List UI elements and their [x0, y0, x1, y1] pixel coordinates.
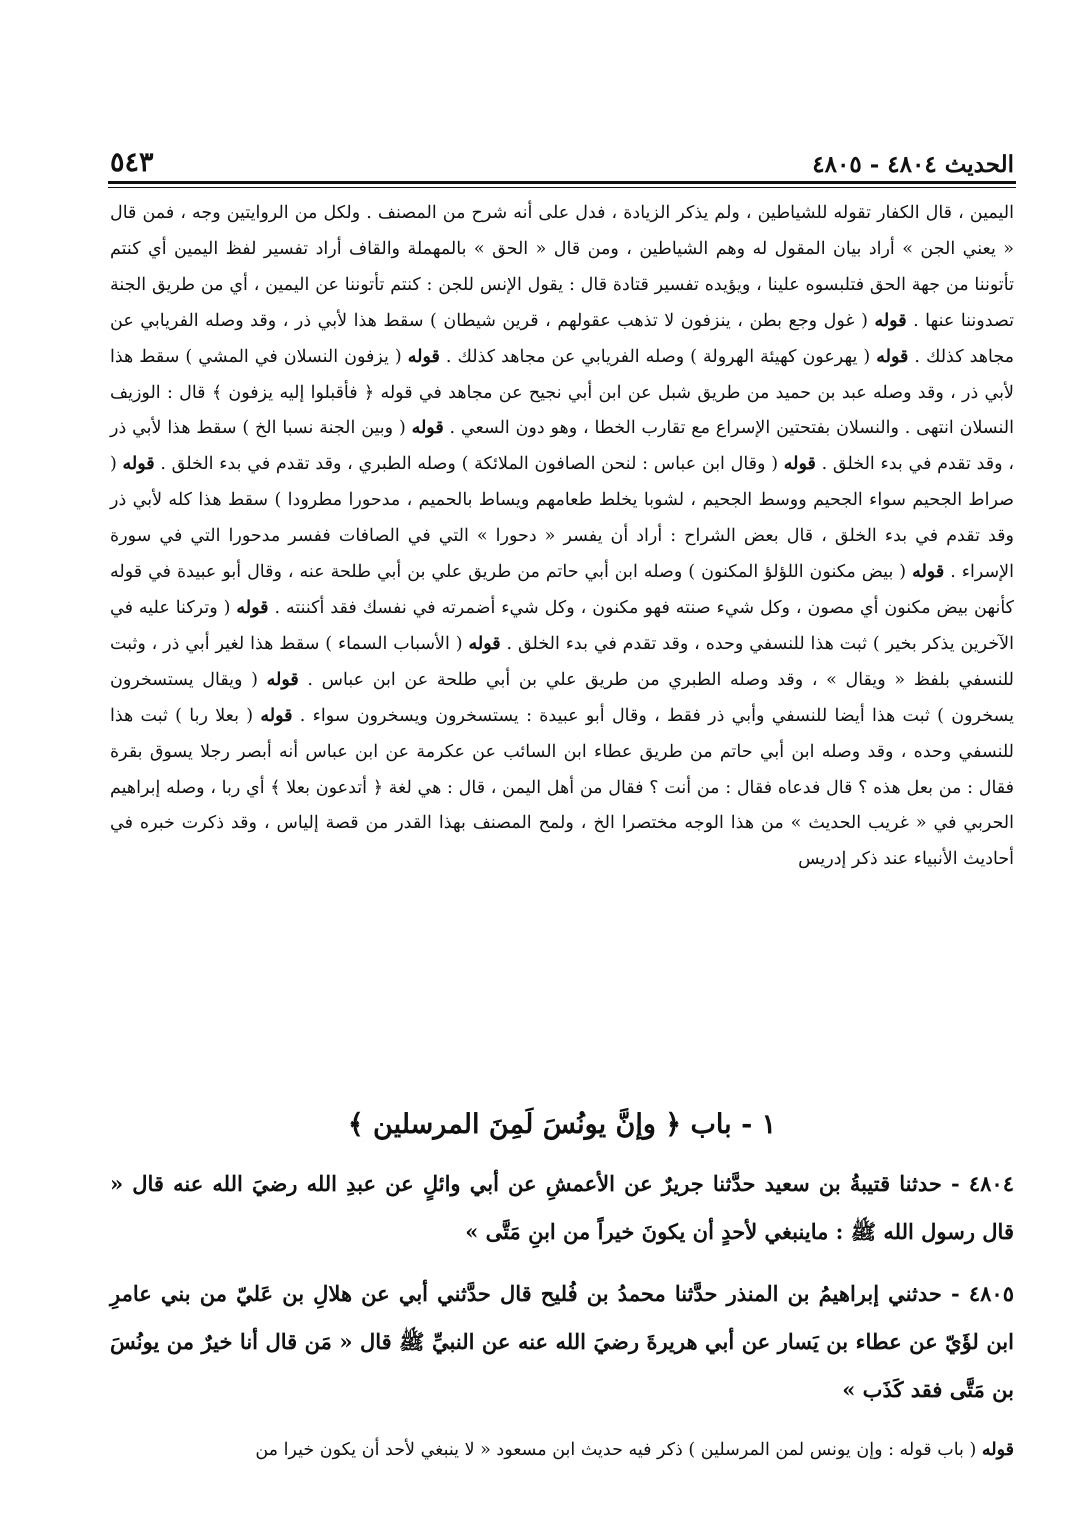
qawluhu-marker: قوله [411, 418, 444, 439]
hadith-number: ٤٨٠٥ - [951, 1281, 1014, 1306]
hadith-body: حدثني إبراهيمُ بن المنذر حدَّثنا محمدُ بن فُليح قال حدَّثني أبي عن هلالِ بن عَليّ من بني عامرِ ابن لؤَيّ عن عطاء بن يَسار عن أبي هريرةَ رضيَ الله عنه عن النبيِّ ﷺ قال « مَن قال أنا خيرٌ من يونُسَ بن مَتَّى فقد كَذَب » [110, 1281, 1014, 1402]
qawluhu-marker: قوله [874, 310, 907, 331]
qawluhu-marker: قوله [266, 669, 299, 690]
qawluhu-marker: قوله [783, 454, 816, 475]
page-header [110, 138, 1014, 178]
commentary-part: ( بعلا ربا ) ثبت هذا للنسفي وحده ، وقد وصله ابن أبي حاتم من طريق عطاء ابن السائب عن عكرمة عن ابن عباس أنه أبصر رجلا يسوق بقرة فقال : من بعل هذه ؟ قال فدعاه فقال : من أنت ؟ فقال من أهل اليمن ، قال : هي لغة ﴿ أتدعون بعلا ﴾ أي ربا ، وصله إبراهيم الحربي في « غريب الحديث » من هذا الوجه مختصرا الخ ، ولمح المصنف بهذا القدر من قصة إلياس ، وقد ذكرت خبره في أحاديث الأنبياء عند ذكر إدريس [110, 705, 1014, 870]
final-commentary [110, 1432, 1014, 1468]
commentary-paragraph [110, 196, 1014, 878]
commentary-part: ( يزفون النسلان في المشي ) سقط هذا لأبي ذر ، وقد وصله عبد بن حميد من طريق شبل عن ابن أبي نجيح عن مجاهد في قوله ﴿ فأقبلوا إليه يزفون ﴾ قال : الوزيف النسلان انتهى . والنسلان بفتحتين الإسراع مع تقارب الخطا ، وهو دون السعي . [110, 346, 1014, 439]
commentary-part: ( ويقال يستسخرون يسخرون ) ثبت هذا أيضا للنسفي وأبي ذر فقط ، وقال أبو عبيدة : يستسخرون ويسخرون سواء . [110, 669, 1014, 726]
commentary-part: ( يهرعون كهيئة الهرولة ) وصله الفريابي عن مجاهد كذلك . [445, 346, 877, 367]
qawluhu-marker: قوله [407, 346, 440, 367]
qawluhu-marker: قوله [912, 562, 945, 583]
commentary-part: ( غول وجع بطن ، ينزفون لا تذهب عقولهم ، قرين شيطان ) سقط هذا لأبي ذر ، وقد وصله الفريابي عن مجاهد كذلك . [110, 310, 1014, 367]
header-rule-thin [108, 187, 1016, 188]
commentary-part: ( بيض مكنون اللؤلؤ المكنون ) وصله ابن أبي حاتم من طريق علي بن أبي طلحة عنه ، وقال أبو عبيدة في قوله كأنهن بيض مكنون أي مصون ، وكل شيء صنته فهو مكنون ، وكل شيء أضمرته في نفسك فقد أكننته . [110, 562, 1014, 618]
qawluhu-marker: قوله [468, 633, 501, 654]
header-rule [108, 181, 1016, 184]
qawluhu-marker: قوله [236, 597, 269, 618]
qawluhu-marker: قوله [260, 705, 293, 726]
commentary-block [110, 196, 1014, 878]
hadith-text [110, 1270, 1014, 1414]
commentary-part: ( وتركنا عليه في الآخرين يذكر بخير ) ثبت هذا للنسفي وحده ، وقد تقدم في بدء الخلق . [110, 597, 1014, 654]
commentary-part: ( الأسباب السماء ) سقط هذا لغير أبي ذر ، وثبت للنسفي بلفظ « ويقال » ، وقد وصله الطبري من طريق علي بن أبي طلحة عن ابن عباس . [110, 633, 1014, 690]
hadith-4804 [110, 1160, 1014, 1256]
commentary-part: ( صراط الجحيم سواء الجحيم ووسط الجحيم ، لشوبا يخلط طعامهم ويساط بالحميم ، مدحورا مطرودا ) سقط هذا كله لأبي ذر وقد تقدم في بدء الخلق ، قال بعض الشراح : أراد أن يفسر « دحورا » التي في الصافات ففسر مدحورا التي في سورة الإسراء . [110, 454, 1014, 583]
running-title: الحديث ٤٨٠٤ - ٤٨٠٥ [812, 151, 1014, 178]
page-number: ٥٤٣ [110, 147, 154, 178]
qawluhu-marker: قوله [981, 1440, 1014, 1460]
hadith-body: حدثنا قتيبةُ بن سعيد حدَّثنا جريرٌ عن الأعمشِ عن أبي وائلٍ عن عبدِ الله رضيَ الله عنه قال « قال رسول الله ﷺ : ماينبغي لأحدٍ أن يكونَ خيراً من ابنِ مَتَّى » [110, 1171, 1014, 1244]
hadith-text [110, 1160, 1014, 1256]
commentary-part: ( وقال ابن عباس : لنحن الصافون الملائكة ) وصله الطبري ، وقد تقدم في بدء الخلق . [160, 454, 784, 475]
final-paragraph [110, 1432, 1014, 1468]
commentary-part: ( وبين الجنة نسبا الخ ) سقط هذا لأبي ذر ، وقد تقدم في بدء الخلق . [110, 418, 1014, 475]
commentary-intro: اليمين ، قال الكفار تقوله للشياطين ، ولم يذكر الزيادة ، فدل على أنه شرح من المصنف . ولكل من الروايتين وجه ، فمن قال « يعني الجن » أراد بيان المقول له وهم الشياطين ، ومن قال « الحق » بالمهملة والقاف أراد تفسير لفظ اليمين أي كنتم تأتوننا من جهة الحق فتلبسوه علينا ، ويؤيده تفسير قتادة قال : يقول الإنس للجن : كنتم تأتوننا عن اليمين ، أي من طريق الجنة تصدوننا عنها . [110, 203, 1014, 331]
qawluhu-marker: قوله [122, 454, 155, 475]
qawluhu-marker: قوله [876, 346, 909, 367]
chapter-heading: ١ - باب ﴿ وإنَّ يونُسَ لَمِنَ المرسلين ﴾ [347, 1109, 777, 1140]
hadith-4805 [110, 1270, 1014, 1414]
hadith-number: ٤٨٠٤ - [951, 1171, 1014, 1196]
final-text: ( باب قوله : وإن يونس لمن المرسلين ) ذكر فيه حديث ابن مسعود « لا ينبغي لأحد أن يكون خيرا من [255, 1440, 982, 1460]
